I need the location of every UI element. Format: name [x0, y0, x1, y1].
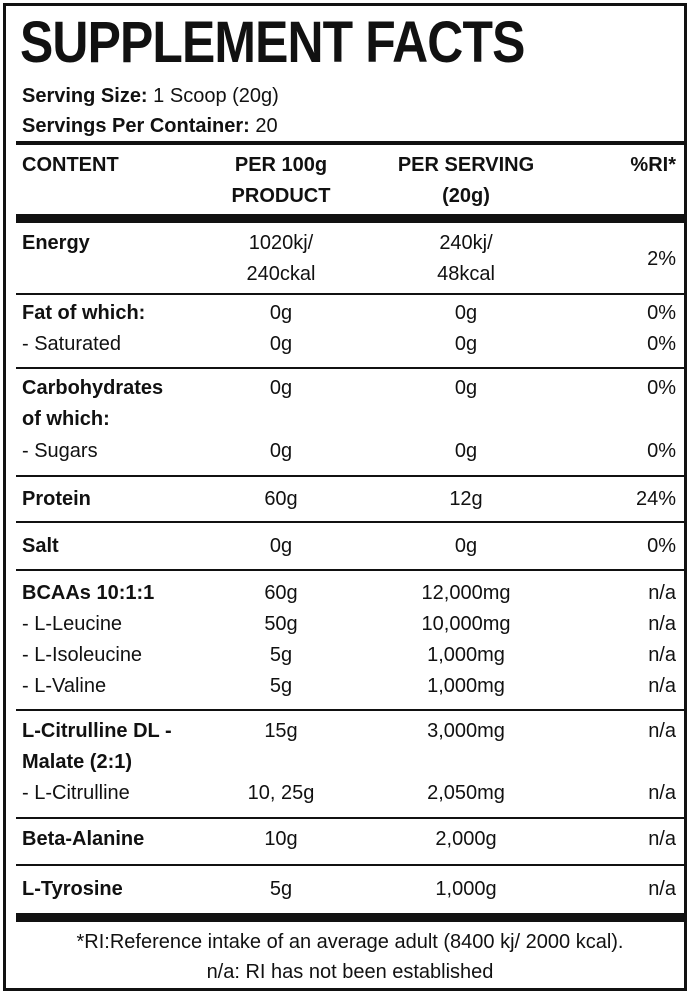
row-beta-alanine-name: Beta-Alanine: [22, 828, 145, 850]
row-energy-per100-line1: 1020kj/: [248, 232, 314, 254]
serving-size: [22, 84, 279, 108]
row-salt-per100: 0g: [269, 535, 293, 557]
footnote-ri: *RI:Reference intake of an average adult (8400 kj/ 2000 kcal).: [76, 931, 624, 953]
column-header-ri: %RI*: [630, 154, 676, 176]
row-carbs-per100: 0g: [269, 377, 293, 399]
row-citrulline-malate-serving: 3,000mg: [427, 720, 505, 742]
row-divider: [16, 293, 684, 295]
footnote-na: n/a: RI has not been established: [206, 961, 494, 983]
row-carbs-serving: 0g: [454, 377, 478, 399]
row-citrulline-ri: n/a: [648, 782, 676, 804]
row-carbs-name-line1: Carbohydrates: [22, 377, 164, 399]
column-header-per100-line2: PRODUCT: [231, 185, 331, 207]
row-bcaas-serving: 12,000mg: [421, 582, 511, 604]
column-header-per100-line1: PER 100g: [234, 154, 328, 176]
row-divider: [16, 864, 684, 866]
header-rule-bottom: [16, 214, 684, 223]
row-beta-alanine-serving: 2,000g: [435, 828, 497, 850]
header-rule-top: [16, 141, 684, 145]
row-tyrosine-name: L-Tyrosine: [22, 878, 123, 900]
row-divider: [16, 367, 684, 369]
row-citrulline-malate-ri: n/a: [648, 720, 676, 742]
column-header-perserving-line1: PER SERVING: [397, 154, 535, 176]
row-citrulline-malate-per100: 15g: [264, 720, 298, 742]
row-sugars-name: - Sugars: [22, 440, 98, 462]
row-fat-per100: 0g: [269, 302, 293, 324]
row-leucine-per100: 50g: [264, 613, 298, 635]
row-protein-serving: 12g: [449, 488, 483, 510]
row-divider: [16, 817, 684, 819]
row-protein-per100: 60g: [264, 488, 298, 510]
row-divider: [16, 569, 684, 571]
row-isoleucine-ri: n/a: [648, 644, 676, 666]
row-protein-ri: 24%: [635, 488, 676, 510]
row-sugars-serving: 0g: [454, 440, 478, 462]
serving-size-label: Serving Size:: [22, 85, 148, 107]
row-citrulline-serving: 2,050mg: [427, 782, 505, 804]
row-beta-alanine-per100: 10g: [264, 828, 298, 850]
row-carbs-name-line2: of which:: [22, 408, 110, 430]
row-valine-per100: 5g: [269, 675, 293, 697]
row-tyrosine-ri: n/a: [648, 878, 676, 900]
row-bcaas-per100: 60g: [264, 582, 298, 604]
row-sugars-ri: 0%: [647, 440, 676, 462]
row-citrulline-per100: 10, 25g: [247, 782, 315, 804]
row-citrulline-name: - L-Citrulline: [22, 782, 130, 804]
row-isoleucine-name: - L-Isoleucine: [22, 644, 143, 666]
supplement-facts-panel: [3, 3, 687, 991]
row-valine-name: - L-Valine: [22, 675, 107, 697]
row-saturated-name: - Saturated: [22, 333, 121, 355]
row-energy-serving-line1: 240kj/: [439, 232, 493, 254]
row-divider: [16, 709, 684, 711]
row-energy-ri: 2%: [647, 248, 676, 270]
row-bcaas-name: BCAAs 10:1:1: [22, 582, 155, 604]
servings-per-container: [22, 114, 278, 138]
row-valine-serving: 1,000mg: [427, 675, 505, 697]
row-beta-alanine-ri: n/a: [648, 828, 676, 850]
row-isoleucine-serving: 1,000mg: [427, 644, 505, 666]
row-valine-ri: n/a: [648, 675, 676, 697]
row-citrulline-malate-name-line2: Malate (2:1): [22, 751, 133, 773]
row-divider: [16, 521, 684, 523]
row-saturated-per100: 0g: [269, 333, 293, 355]
row-carbs-ri: 0%: [647, 377, 676, 399]
servings-per-container-label: Servings Per Container:: [22, 115, 250, 137]
column-header-perserving-line2: (20g): [442, 185, 490, 207]
page-title: SUPPLEMENT FACTS: [20, 10, 525, 75]
row-leucine-ri: n/a: [648, 613, 676, 635]
row-energy-serving-line2: 48kcal: [437, 263, 495, 285]
row-citrulline-malate-name-line1: L-Citrulline DL -: [22, 720, 172, 742]
row-salt-name: Salt: [22, 535, 59, 557]
servings-per-container-value: 20: [255, 115, 278, 137]
footer-rule: [16, 913, 684, 922]
row-salt-ri: 0%: [647, 535, 676, 557]
row-divider: [16, 475, 684, 477]
row-isoleucine-per100: 5g: [269, 644, 293, 666]
row-tyrosine-per100: 5g: [269, 878, 293, 900]
row-protein-name: Protein: [22, 488, 91, 510]
row-leucine-serving: 10,000mg: [421, 613, 511, 635]
row-bcaas-ri: n/a: [648, 582, 676, 604]
row-fat-serving: 0g: [454, 302, 478, 324]
row-tyrosine-serving: 1,000g: [435, 878, 497, 900]
row-energy-per100-line2: 240ckal: [246, 263, 316, 285]
row-sugars-per100: 0g: [269, 440, 293, 462]
row-saturated-ri: 0%: [647, 333, 676, 355]
column-header-content: CONTENT: [22, 154, 119, 176]
row-leucine-name: - L-Leucine: [22, 613, 123, 635]
row-energy-name: Energy: [22, 232, 90, 254]
row-fat-ri: 0%: [647, 302, 676, 324]
row-salt-serving: 0g: [454, 535, 478, 557]
serving-size-value: 1 Scoop (20g): [153, 85, 279, 107]
row-saturated-serving: 0g: [454, 333, 478, 355]
row-fat-name: Fat of which:: [22, 302, 146, 324]
